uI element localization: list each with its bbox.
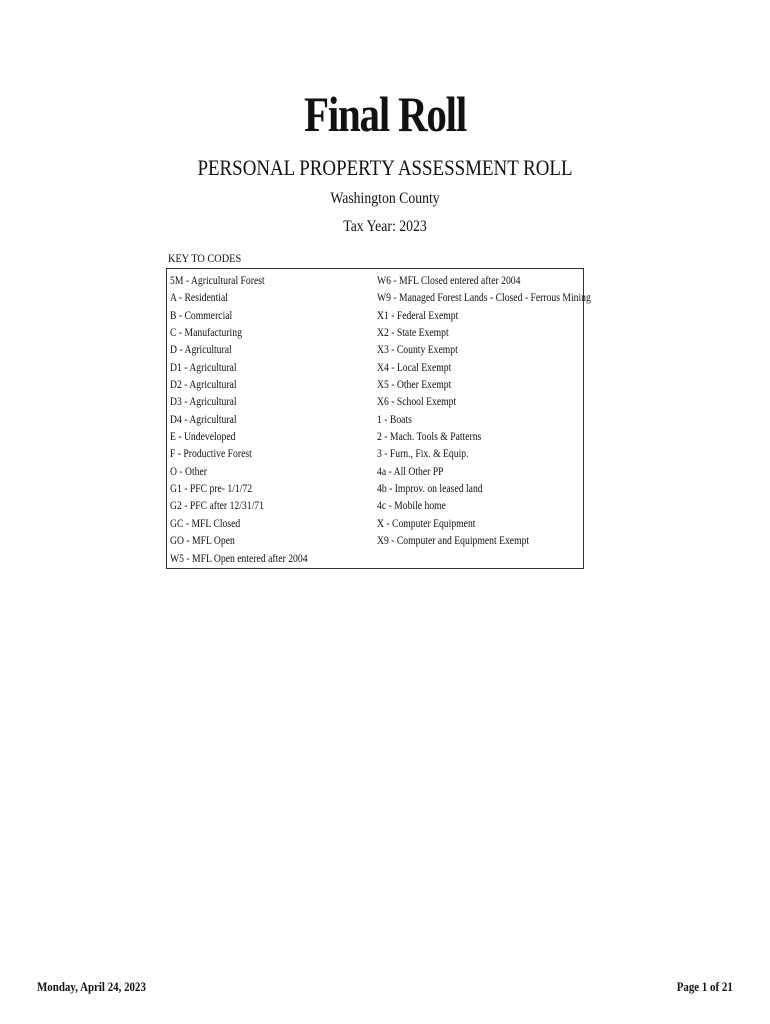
key-code-item: X6 - School Exempt bbox=[377, 396, 457, 409]
key-code-item: X9 - Computer and Equipment Exempt bbox=[377, 535, 530, 548]
key-code-item: D3 - Agricultural bbox=[170, 396, 237, 409]
key-code-item: W5 - MFL Open entered after 2004 bbox=[170, 552, 308, 565]
key-code-item: GC - MFL Closed bbox=[170, 517, 241, 530]
key-code-item: D1 - Agricultural bbox=[170, 361, 237, 374]
tax-year: Tax Year: 2023 bbox=[343, 218, 427, 235]
footer-date: Monday, April 24, 2023 bbox=[37, 979, 146, 994]
key-code-item: 4a - All Other PP bbox=[377, 465, 444, 478]
key-code-item: 4b - Improv. on leased land bbox=[377, 483, 483, 496]
key-code-item: X5 - Other Exempt bbox=[377, 379, 452, 392]
document-title: Final Roll bbox=[304, 86, 466, 142]
key-code-item: O - Other bbox=[170, 465, 208, 478]
key-code-item: F - Productive Forest bbox=[170, 448, 252, 461]
key-to-codes-heading: KEY TO CODES bbox=[168, 251, 242, 265]
key-codes-right-column bbox=[377, 273, 632, 551]
key-code-item: X4 - Local Exempt bbox=[377, 361, 452, 374]
key-code-item: G2 - PFC after 12/31/71 bbox=[170, 500, 264, 513]
key-code-item: B - Commercial bbox=[170, 309, 233, 322]
key-code-item: X3 - County Exempt bbox=[377, 344, 458, 357]
key-code-item: A - Residential bbox=[170, 292, 228, 305]
key-code-item: 4c - Mobile home bbox=[377, 500, 446, 513]
key-code-item: D2 - Agricultural bbox=[170, 379, 237, 392]
key-code-item: W6 - MFL Closed entered after 2004 bbox=[377, 275, 521, 287]
key-codes-left-column bbox=[170, 273, 334, 568]
footer-page-number: Page 1 of 21 bbox=[676, 979, 733, 994]
key-code-item: X2 - State Exempt bbox=[377, 327, 449, 340]
key-code-item: 5M - Agricultural Forest bbox=[170, 275, 265, 287]
key-code-item: X - Computer Equipment bbox=[377, 517, 476, 530]
key-code-item: D4 - Agricultural bbox=[170, 413, 237, 426]
key-code-item: 1 - Boats bbox=[377, 413, 412, 426]
key-to-codes-box bbox=[166, 268, 591, 569]
key-code-item: 3 - Furn., Fix. & Equip. bbox=[377, 448, 469, 461]
key-code-item: C - Manufacturing bbox=[170, 327, 242, 340]
key-code-item: E - Undeveloped bbox=[170, 431, 236, 444]
document-subtitle: PERSONAL PROPERTY ASSESSMENT ROLL bbox=[197, 155, 573, 180]
county-name: Washington County bbox=[330, 190, 440, 207]
key-code-item: 2 - Mach. Tools & Patterns bbox=[377, 431, 482, 444]
key-code-item: W9 - Managed Forest Lands - Closed - Ferrous Mining bbox=[377, 292, 591, 305]
key-code-item: D - Agricultural bbox=[170, 344, 232, 357]
key-code-item: G1 - PFC pre- 1/1/72 bbox=[170, 483, 253, 496]
key-code-item: GO - MFL Open bbox=[170, 535, 235, 548]
key-code-item: X1 - Federal Exempt bbox=[377, 309, 459, 322]
